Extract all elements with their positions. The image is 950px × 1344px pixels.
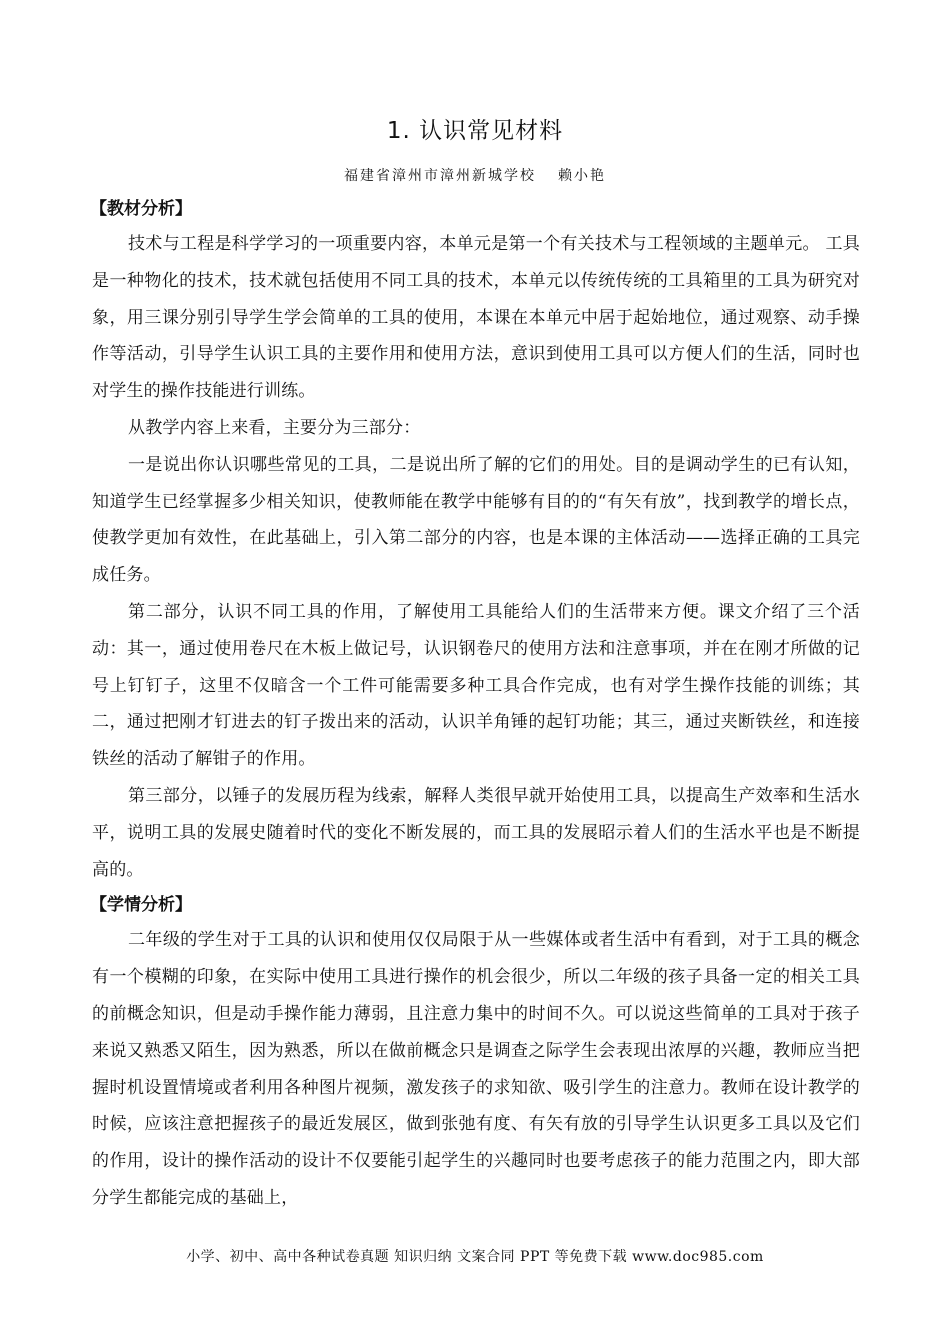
author-school: 福建省漳州市漳州新城学校	[344, 168, 536, 184]
paragraph: 二年级的学生对于工具的认识和使用仅仅局限于从一些媒体或者生活中有看到，对于工具的概念有一个模糊的印象，在实际中使用工具进行操作的机会很少，所以二年级的孩子具备一定的相关工具的前概念知识，但是动手操作能力薄弱，且注意力集中的时间不久。可以说这些简单的工具对于孩子来说又熟悉又陌生，因为熟悉，所以在做前概念只是调查之际学生会表现出浓厚的兴趣，教师应当把握时机设置情境或者利用各种图片视频，激发孩子的求知欲、吸引学生的注意力。教师在设计教学的时候，应该注意把握孩子的最近发展区，做到张弛有度、有矢有放的引导学生认识更多工具以及它们的作用，设计的操作活动的设计不仅要能引起学生的兴趣同时也要考虑孩子的能力范围之内，即大部分学生都能完成的基础上，	[92, 930, 860, 1208]
document-title: 1. 认识常见材料	[386, 118, 564, 144]
paragraph: 从教学内容上来看，主要分为三部分：	[128, 417, 421, 438]
document-body	[92, 192, 860, 1217]
section-heading: 【教材分析】	[90, 199, 192, 219]
section-heading: 【学情分析】	[90, 895, 192, 916]
author-name: 赖小艳	[558, 168, 606, 184]
author-line	[0, 165, 950, 185]
paragraph: 第二部分，认识不同工具的作用，了解使用工具能给人们的生活带来方便。课文介绍了三个活动：其一，通过使用卷尺在木板上做记号，认识钢卷尺的使用方法和注意事项，并在在刚才所做的记号上钉钉子，这里不仅暗含一个工件可能需要多种工具合作完成，也有对学生操作技能的训练；其二，通过把刚才钉进去的钉子拨出来的活动，认识羊角锤的起钉功能；其三，通过夹断铁丝，和连接铁丝的活动了解钳子的作用。	[92, 601, 860, 770]
section-student-analysis	[92, 888, 860, 1216]
paragraph: 一是说出你认识哪些常见的工具，二是说出所了解的它们的用处。目的是调动学生的已有认知，知道学生已经掌握多少相关知识，使教师能在教学中能够有目的的“有矢有放”，找到教学的增长点，使教学更加有效性，在此基础上，引入第二部分的内容，也是本课的主体活动——选择正确的工具完成任务。	[92, 454, 860, 586]
section-textbook-analysis	[92, 192, 860, 888]
paragraph: 第三部分，以锤子的发展历程为线索，解释人类很早就开始使用工具，以提高生产效率和生活水平，说明工具的发展史随着时代的变化不断发展的，而工具的发展昭示着人们的生活水平也是不断提高的。	[92, 785, 860, 880]
page-footer: 小学、初中、高中各种试卷真题 知识归纳 文案合同 PPT 等免费下载 www.doc985.com	[186, 1249, 764, 1265]
paragraph: 技术与工程是科学学习的一项重要内容，本单元是第一个有关技术与工程领域的主题单元。 工具是一种物化的技术，技术就包括使用不同工具的技术，本单元以传统传统的工具箱里的工具为研究对象，用三课分别引导学生学会简单的工具的使用，本课在本单元中居于起始地位，通过观察、动手操作等活动，引导学生认识工具的主要作用和使用方法，意识到使用工具可以方便人们的生活，同时也对学生的操作技能进行训练。	[92, 234, 860, 402]
